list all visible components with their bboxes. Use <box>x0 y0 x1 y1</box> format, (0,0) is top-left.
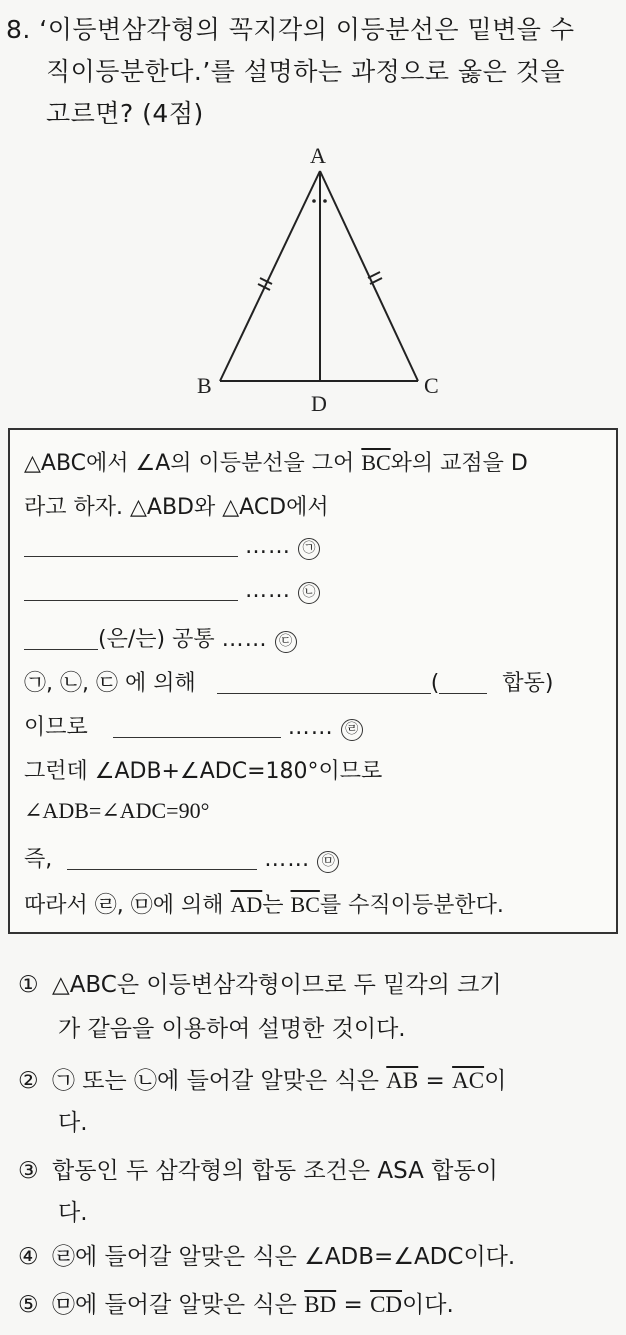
choice-3[interactable]: ③ 합동인 두 삼각형의 합동 조건은 ASA 합동이 <box>18 1158 498 1184</box>
choice-1[interactable]: ① △ABC은 이등변삼각형이므로 두 밑각의 크기 <box>18 972 502 998</box>
choice-2[interactable]: ② ㉠ 또는 ㉡에 들어갈 알맞은 식은 $\overline{AB} = \overline{AC}$이 <box>18 1068 507 1094</box>
choice-5[interactable]: ⑤ ㉤에 들어갈 알맞은 식은 $\overline{BD} = \overline{CD}$이다. <box>18 1292 454 1318</box>
angle-dot-2 <box>323 199 327 203</box>
triangle-figure <box>0 135 626 425</box>
marker-4: ㉣ <box>341 719 363 741</box>
question-line-3: 고르면? (4점) <box>46 99 204 128</box>
choice-4[interactable]: ④ ㉣에 들어갈 알맞은 식은 ∠ADB=∠ADC이다. <box>18 1244 516 1270</box>
marker-2: ㉡ <box>298 582 320 604</box>
proof-line-4: …… ㉡ <box>24 578 320 604</box>
blank-3[interactable] <box>24 627 98 650</box>
choice-2-cont: 다. <box>58 1110 88 1136</box>
proof-line-11: 따라서 ㉣, ㉤에 의해 $\overline{AD}$는 $\overline{BC}$를 수직이등분한다. <box>24 892 504 918</box>
marker-3: ㉢ <box>275 631 297 653</box>
angle-dot-1 <box>312 199 316 203</box>
blank-7[interactable] <box>67 847 257 870</box>
proof-line-10: 즉, …… ㉤ <box>24 842 339 873</box>
blank-1[interactable] <box>24 534 238 557</box>
proof-line-6: ㉠, ㉡, ㉢ 에 의해 ( 합동) <box>24 671 554 696</box>
label-d: D <box>311 391 327 416</box>
proof-box <box>8 428 618 934</box>
proof-line-7: 이므로 …… ㉣ <box>24 710 363 741</box>
question-line-1: 8. ‘이등변삼각형의 꼭지각의 이등분선은 밑변을 수 <box>6 15 575 44</box>
proof-line-1: △ABC에서 ∠A의 이등분선을 그어 $\overline{BC}$와의 교점을 D <box>24 450 528 476</box>
question-line-2: 직이등분한다.’를 설명하는 과정으로 옳은 것을 <box>46 57 566 86</box>
proof-line-8: 그런데 ∠ADB+∠ADC=180°이므로 <box>24 759 383 784</box>
choice-3-cont: 다. <box>58 1200 88 1226</box>
proof-line-9: ∠ADB=∠ADC=90° <box>24 798 210 823</box>
tick-ac-1 <box>368 272 380 278</box>
proof-line-3: …… ㉠ <box>24 534 320 560</box>
blank-6[interactable] <box>113 715 281 738</box>
blank-4[interactable] <box>217 671 431 694</box>
label-c: C <box>424 373 439 398</box>
proof-line-2: 라고 하자. △ABD와 △ACD에서 <box>24 495 329 520</box>
marker-1: ㉠ <box>298 538 320 560</box>
label-b: B <box>197 373 212 398</box>
choice-1-cont: 가 같음을 이용하여 설명한 것이다. <box>58 1016 406 1042</box>
blank-2[interactable] <box>24 578 238 601</box>
side-ac <box>320 171 418 381</box>
side-ab <box>220 171 320 381</box>
label-a: A <box>310 143 326 168</box>
marker-5: ㉤ <box>317 851 339 873</box>
proof-line-5: (은/는) 공통 …… ㉢ <box>24 622 297 653</box>
blank-5[interactable] <box>439 671 487 694</box>
